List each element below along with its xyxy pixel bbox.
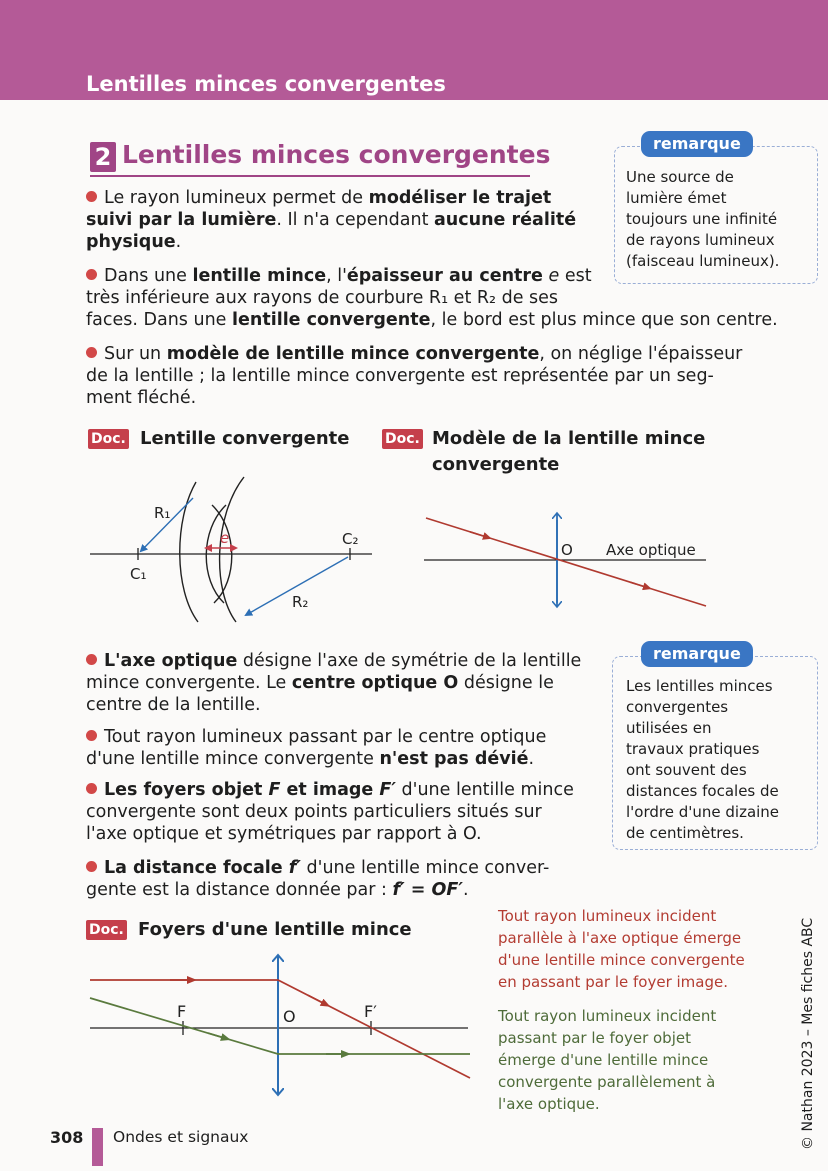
paragraph-7 [86, 857, 549, 901]
remarque-line: convergentes [626, 698, 729, 716]
text-run: centre de la lentille. [86, 695, 261, 715]
green-ray-arrow-1 [208, 1033, 226, 1038]
note-line: émerge d'une lentille mince [498, 1051, 709, 1069]
e-label: e [220, 529, 230, 547]
paragraph-line [86, 857, 549, 879]
note-red [498, 905, 745, 993]
central-ray [426, 518, 706, 606]
bullet-icon [86, 191, 97, 202]
central-ray-arrow-1 [470, 532, 488, 538]
c1-label: C₁ [130, 565, 147, 583]
text-run: . Il n'a cependant [276, 210, 434, 230]
text-run: f′ = OF′ [392, 880, 464, 900]
paragraph-line [86, 309, 778, 331]
paragraph-line [86, 823, 574, 845]
note-line: d'une lentille mince convergente [498, 951, 745, 969]
red-ray-arrow-2 [308, 995, 326, 1004]
section-title: Lentilles minces convergentes [122, 140, 551, 169]
paragraph-line [86, 672, 581, 694]
remarque-line: (faisceau lumineux). [626, 252, 780, 270]
red-ray [90, 980, 470, 1078]
lens-diagram [80, 475, 390, 625]
text-run: centre optique O [291, 673, 459, 693]
text-run: aucune réalité [434, 210, 577, 230]
remarque-text-2 [626, 676, 779, 844]
page-number: 308 [50, 1128, 84, 1147]
remarque-line: distances focales de [626, 782, 779, 800]
text-run: physique [86, 232, 176, 252]
axis-label: Axe optique [606, 541, 696, 559]
remarque-line: de rayons lumineux [626, 231, 775, 249]
text-run: lentille mince [192, 266, 327, 286]
text-run: L'axe optique [104, 651, 238, 671]
text-run: gente est la distance donnée par : [86, 880, 393, 900]
note-line: l'axe optique. [498, 1095, 600, 1113]
note-line: Tout rayon lumineux incident [498, 1007, 717, 1025]
paragraph-3 [86, 343, 742, 409]
section-underline [90, 175, 530, 177]
bullet-icon [86, 861, 97, 872]
thin-lens-diagram [420, 505, 715, 615]
paragraph-line [86, 365, 742, 387]
doc-title-3: Foyers d'une lentille mince [138, 919, 412, 940]
text-run: , l' [326, 266, 347, 286]
text-run: d'une lentille mince conver- [300, 858, 550, 878]
paragraph-5 [86, 726, 546, 770]
green-ray [90, 998, 470, 1054]
text-run: . [528, 749, 535, 769]
text-run: convergente sont deux points particuliers situés sur [86, 802, 542, 822]
doc-tag-1: Doc. [88, 429, 129, 449]
note-line: convergente parallèlement à [498, 1073, 716, 1091]
remarque-line: travaux pratiques [626, 740, 760, 758]
text-run: Sur un [104, 344, 167, 364]
doc-title-2-line1: Modèle de la lentille mince [432, 428, 706, 449]
remarque-line: Une source de [626, 168, 734, 186]
text-run: . [463, 880, 469, 900]
paragraph-line [86, 801, 574, 823]
note-line: parallèle à l'axe optique émerge [498, 929, 742, 947]
paragraph-line [86, 726, 546, 748]
text-run: f′ [288, 858, 301, 878]
paragraph-line [86, 748, 546, 770]
paragraph-line [86, 287, 778, 309]
remarque-tag-2: remarque [641, 641, 753, 667]
bullet-icon [86, 730, 97, 741]
text-run: désigne le [458, 673, 554, 693]
paragraph-line [86, 187, 576, 209]
doc-title-1: Lentille convergente [140, 428, 350, 449]
paragraph-line [86, 779, 574, 801]
text-run: l'axe optique et symétriques par rapport à O. [86, 824, 482, 844]
fp-label: F′ [364, 1002, 377, 1021]
note-line: Tout rayon lumineux incident [498, 907, 717, 925]
text-run: F [268, 780, 281, 800]
copyright: © Nathan 2023 – Mes fiches ABC [800, 917, 816, 1150]
text-run: F′ [379, 780, 396, 800]
text-run: d'une lentille mince convergente [86, 749, 380, 769]
r1-label: R₁ [154, 504, 171, 522]
header-title: Lentilles minces convergentes [86, 72, 446, 96]
text-run: faces. Dans une [86, 310, 232, 330]
bullet-icon [86, 783, 97, 794]
doc-title-2-line2: convergente [432, 454, 560, 475]
text-run: épaisseur au centre [346, 266, 543, 286]
paragraph-line [86, 343, 742, 365]
text-run: et image [280, 780, 380, 800]
paragraph-line [86, 650, 581, 672]
central-ray-arrow-2 [630, 582, 648, 588]
footer-text: Ondes et signaux [113, 1128, 249, 1146]
paragraph-line [86, 694, 581, 716]
text-run: lentille convergente [232, 310, 431, 330]
note-line: en passant par le foyer image. [498, 973, 728, 991]
o-label: O [283, 1007, 296, 1026]
section-number: 2 [90, 142, 116, 172]
remarque-line: ont souvent des [626, 761, 747, 779]
note-green [498, 1005, 716, 1115]
o-label: O [561, 541, 573, 559]
text-run: mince convergente. Le [86, 673, 292, 693]
remarque-line: lumière émet [626, 189, 727, 207]
bullet-icon [86, 654, 97, 665]
doc-tag-2: Doc. [382, 429, 423, 449]
remarque-line: de centimètres. [626, 824, 744, 842]
remarque-line: Les lentilles minces [626, 677, 773, 695]
text-run: est [559, 266, 592, 286]
text-run: d'une lentille mince [395, 780, 574, 800]
text-run: suivi par la lumière [86, 210, 277, 230]
text-run: ment fléché. [86, 388, 197, 408]
paragraph-4 [86, 650, 581, 716]
footer-bar [92, 1128, 103, 1166]
doc-tag-3: Doc. [86, 920, 127, 940]
remarque-line: l'ordre d'une dizaine [626, 803, 780, 821]
paragraph-line [86, 879, 549, 901]
f-label: F [177, 1002, 187, 1021]
note-line: passant par le foyer objet [498, 1029, 691, 1047]
paragraph-1 [86, 187, 576, 253]
text-run: Le rayon lumineux permet de [104, 188, 369, 208]
remarque-line: utilisées en [626, 719, 712, 737]
paragraph-6 [86, 779, 574, 845]
text-run: . [175, 232, 182, 252]
paragraph-line [86, 231, 576, 253]
text-run: n'est pas dévié [379, 749, 529, 769]
text-run: modèle de lentille mince convergente [166, 344, 540, 364]
remarque-tag-1: remarque [641, 131, 753, 157]
paragraph-line [86, 209, 576, 231]
text-run: La distance focale [104, 858, 289, 878]
paragraph-line [86, 387, 742, 409]
text-run: Dans une [104, 266, 193, 286]
bullet-icon [86, 269, 97, 280]
c2-label: C₂ [342, 530, 359, 548]
bullet-icon [86, 347, 97, 358]
text-run: e [548, 266, 560, 286]
text-run: Les foyers objet [104, 780, 269, 800]
text-run: de la lentille ; la lentille mince convergente est représentée par un seg- [86, 366, 714, 386]
remarque-line: toujours une infinité [626, 210, 778, 228]
text-run: désigne l'axe de symétrie de la lentille [237, 651, 582, 671]
text-run: modéliser le trajet [368, 188, 552, 208]
text-run: très inférieure aux rayons de courbure R₁ et R₂ de ses [86, 288, 559, 308]
r2-label: R₂ [292, 593, 309, 611]
remarque-text-1 [626, 167, 779, 272]
text-run: , le bord est plus mince que son centre. [430, 310, 778, 330]
text-run: Tout rayon lumineux passant par le centre optique [104, 727, 547, 747]
foci-diagram [85, 950, 475, 1100]
text-run: , on néglige l'épaisseur [539, 344, 743, 364]
